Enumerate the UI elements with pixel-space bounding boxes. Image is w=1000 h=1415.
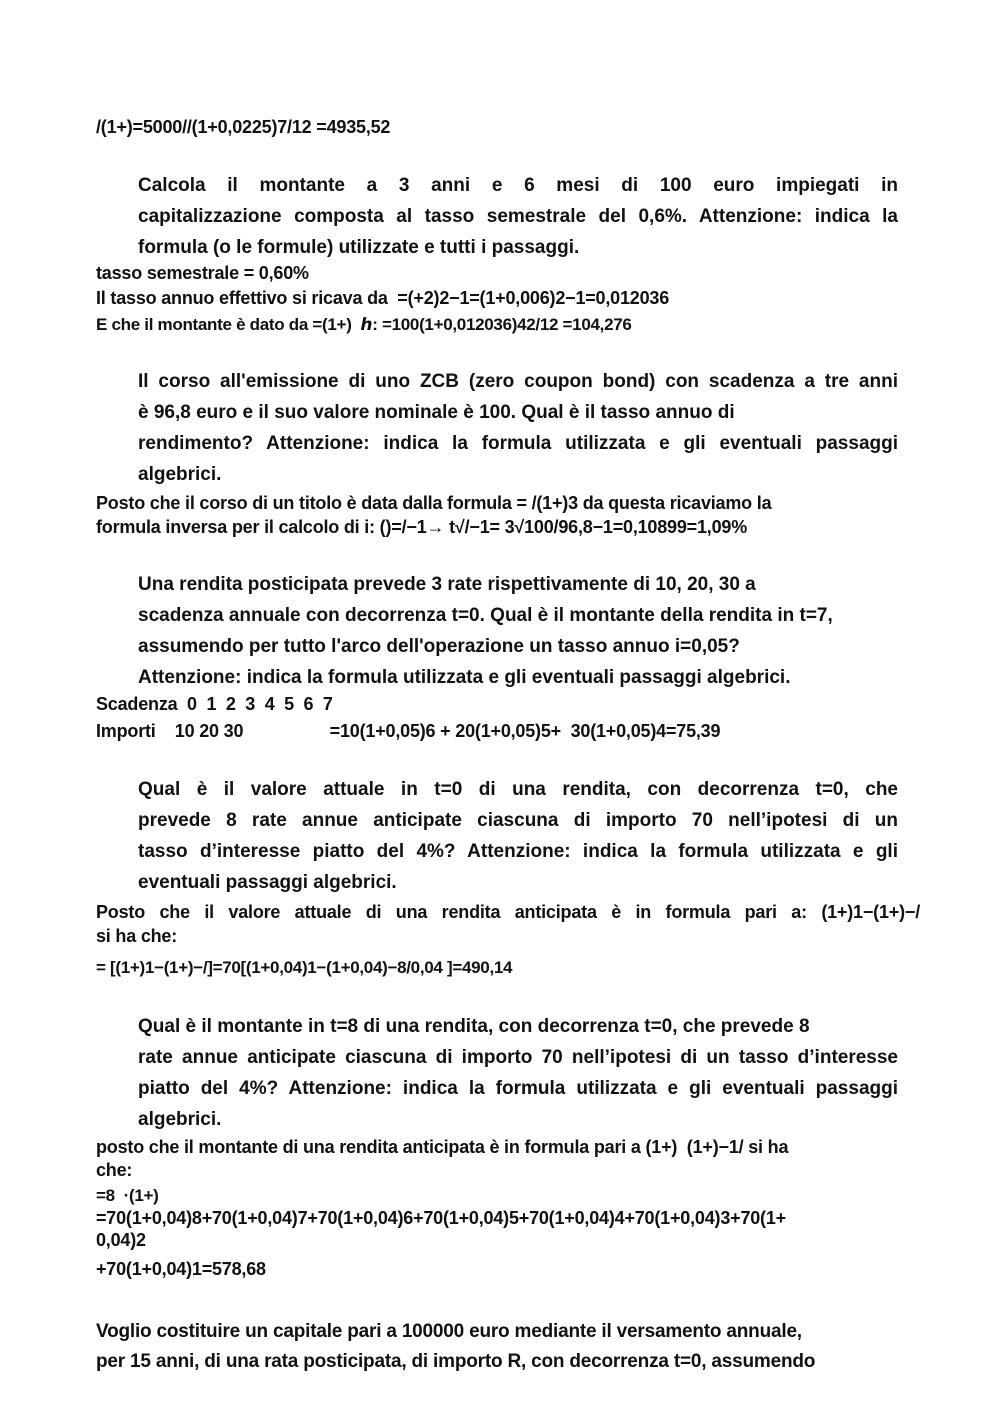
answer-line: formula inversa per il calcolo di i: ()=/−1→ t√/−1= 3√100/96,8−1=0,10899=1,09% [96,517,748,537]
answer-line: tasso semestrale = 0,60% [96,263,309,283]
question-line: capitalizzazione composta al tasso semestrale del 0,6%. Attenzione: indica la [138,206,898,227]
answer-line: 0,04)2 [96,1230,146,1250]
question-line: prevede 8 rate annue anticipate ciascuna di importo 70 nell’ipotesi di un [138,810,898,831]
table-line: Scadenza 0 1 2 3 4 5 6 7 [96,694,333,714]
question-line: è 96,8 euro e il suo valore nominale è 100. Qual è il tasso annuo di [138,402,735,423]
question-line: tasso d’interesse piatto del 4%? Attenzione: indica la formula utilizzata e gli [138,841,898,862]
question-line: rendimento? Attenzione: indica la formula utilizzata e gli eventuali passaggi [138,433,898,454]
question-line: per 15 anni, di una rata posticipata, di importo R, con decorrenza t=0, assumendo [96,1351,816,1372]
question-line: algebrici. [138,464,222,485]
question-line: Voglio costituire un capitale pari a 100000 euro mediante il versamento annuale, [96,1321,802,1342]
answer-line: Posto che il valore attuale di una rendita anticipata è in formula pari a: (1+)1−(1+)−/ [96,902,920,922]
question-line: piatto del 4%? Attenzione: indica la formula utilizzata e gli eventuali passaggi [138,1078,898,1099]
answer-line: che: [96,1160,133,1180]
question-line: Qual è il montante in t=8 di una rendita, con decorrenza t=0, che prevede 8 [138,1016,810,1037]
question-line: formula (o le formule) utilizzate e tutti i passaggi. [138,237,580,258]
answer-line: posto che il montante di una rendita anticipata è in formula pari a (1+) (1+)−1/ si ha [96,1137,789,1157]
question-line: Una rendita posticipata prevede 3 rate rispettivamente di 10, 20, 30 a [138,574,756,595]
answer-line: Il tasso annuo effettivo si ricava da =(+2)2−1=(1+0,006)2−1=0,012036 [96,288,670,308]
question-line: Calcola il montante a 3 anni e 6 mesi di 100 euro impiegati in [138,175,898,196]
answer-line: +70(1+0,04)1=578,68 [96,1259,266,1279]
answer-line: =70(1+0,04)8+70(1+0,04)7+70(1+0,04)6+70(1+0,04)5+70(1+0,04)4+70(1+0,04)3+70(1+ [96,1208,786,1228]
question-line: eventuali passaggi algebrici. [138,872,397,893]
question-line: scadenza annuale con decorrenza t=0. Qual è il montante della rendita in t=7, [138,605,833,626]
table-line: Importi 10 20 30 =10(1+0,05)6 + 20(1+0,05)5+ 30(1+0,05)4=75,39 [96,721,721,741]
question-line: algebrici. [138,1109,222,1130]
question-line: rate annue anticipate ciascuna di importo 70 nell’ipotesi di un tasso d’interesse [138,1047,898,1068]
question-line: assumendo per tutto l'arco dell'operazione un tasso annuo i=0,05? [138,636,740,657]
question-line: Il corso all'emissione di uno ZCB (zero coupon bond) con scadenza a tre anni [138,371,898,392]
answer-line: E che il montante è dato da =(1+) ℎ: =100(1+0,012036)42/12 =104,276 [96,315,632,334]
answer-line: = [(1+)1−(1+)−/]=70[(1+0,04)1−(1+0,04)−8/0,04 ]=490,14 [96,958,513,977]
question-line: Attenzione: indica la formula utilizzata e gli eventuali passaggi algebrici. [138,667,791,688]
question-line: Qual è il valore attuale in t=0 di una rendita, con decorrenza t=0, che [138,779,898,800]
answer-line: =8 ·(1+) [96,1186,159,1205]
answer-line: /(1+)=5000//(1+0,0225)7/12 =4935,52 [96,117,391,137]
answer-line: si ha che: [96,926,178,946]
answer-line: Posto che il corso di un titolo è data dalla formula = /(1+)3 da questa ricaviamo la [96,493,772,513]
